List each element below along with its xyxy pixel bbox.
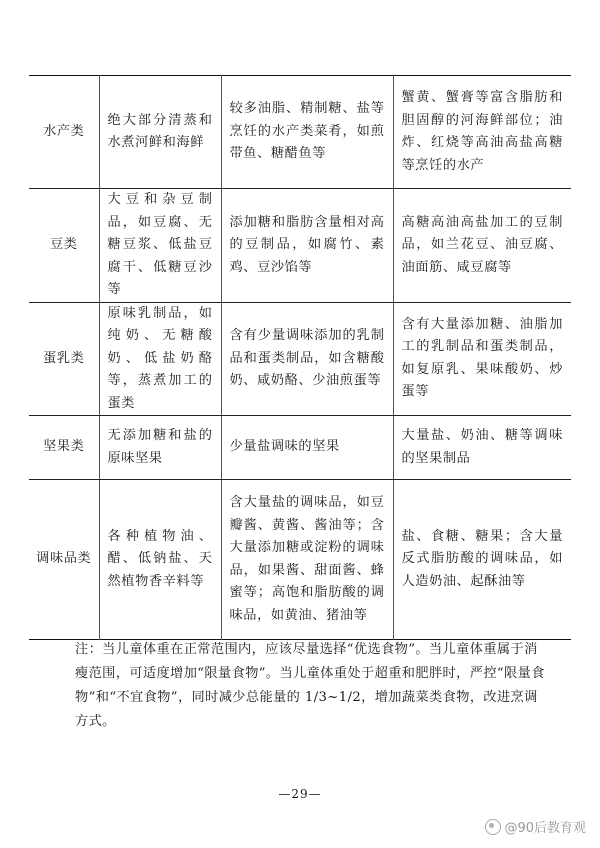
food-table-container bbox=[29, 75, 571, 640]
preferred-cell: 无添加糖和盐的原味坚果 bbox=[99, 416, 221, 480]
preferred-cell: 各种植物油、醋、低钠盐、天然植物香辛料等 bbox=[99, 480, 221, 640]
category-cell: 调味品类 bbox=[36, 551, 92, 567]
preferred-cell: 绝大部分清蒸和水煮河鲜和海鲜 bbox=[99, 76, 221, 189]
limited-cell: 少量盐调味的坚果 bbox=[221, 416, 393, 480]
page-number: —29— bbox=[278, 787, 322, 801]
table-footnote: 注：当儿童体重在正常范围内，应该尽量选择“优选食物”。当儿童体重属于消瘦范围，可适度增加“限量食物”。当儿童体重处于超重和肥胖时，严控“限量食物”和“不宜食物”，同时减少总能量的 1/3~1/2，增加蔬菜类食物，改进烹调方式。 bbox=[75, 642, 545, 730]
table-row bbox=[29, 189, 571, 303]
table-row bbox=[29, 480, 571, 640]
limited-cell: 添加糖和脂肪含量相对高的豆制品，如腐竹、素鸡、豆沙馅等 bbox=[221, 189, 393, 303]
limited-cell: 含大量盐的调味品，如豆瓣酱、黄酱、酱油等；含大量添加糖或淀粉的调味品，如果酱、甜面酱、蜂蜜等；高饱和脂肪酸的调味品，如黄油、猪油等 bbox=[221, 480, 393, 640]
limited-cell: 较多油脂、精制糖、盐等烹饪的水产类菜肴，如煎带鱼、糖醋鱼等 bbox=[221, 76, 393, 189]
watermark-logo-icon bbox=[485, 819, 501, 835]
category-cell: 水产类 bbox=[29, 76, 99, 189]
table-row bbox=[29, 302, 571, 416]
table-row bbox=[29, 76, 571, 189]
limited-cell: 含有少量调味添加的乳制品和蛋类制品，如含糖酸奶、咸奶酪、少油煎蛋等 bbox=[221, 302, 393, 416]
avoid-cell: 大量盐、奶油、糖等调味的坚果制品 bbox=[393, 416, 571, 480]
avoid-cell: 蟹黄、蟹膏等富含脂肪和胆固醇的河海鲜部位；油炸、红烧等高油高盐高糖等烹饪的水产 bbox=[393, 76, 571, 189]
preferred-cell: 大豆和杂豆制品，如豆腐、无糖豆浆、低盐豆腐干、低糖豆沙等 bbox=[99, 189, 221, 303]
food-category-table bbox=[29, 75, 571, 640]
avoid-cell: 盐、食糖、糖果；含大量反式脂肪酸的调味品，如人造奶油、起酥油等 bbox=[393, 480, 571, 640]
avoid-cell: 含有大量添加糖、油脂加工的乳制品和蛋类制品，如复原乳、果味酸奶、炒蛋等 bbox=[393, 302, 571, 416]
watermark bbox=[485, 817, 586, 836]
watermark-text: @90后教育观 bbox=[504, 821, 586, 836]
category-cell: 豆类 bbox=[29, 189, 99, 303]
table-row bbox=[29, 416, 571, 480]
category-cell: 坚果类 bbox=[29, 416, 99, 480]
preferred-cell: 原味乳制品，如纯奶、无糖酸奶、低盐奶酪等，蒸煮加工的蛋类 bbox=[99, 302, 221, 416]
avoid-cell: 高糖高油高盐加工的豆制品，如兰花豆、油豆腐、油面筋、咸豆腐等 bbox=[393, 189, 571, 303]
category-cell: 蛋乳类 bbox=[29, 302, 99, 416]
